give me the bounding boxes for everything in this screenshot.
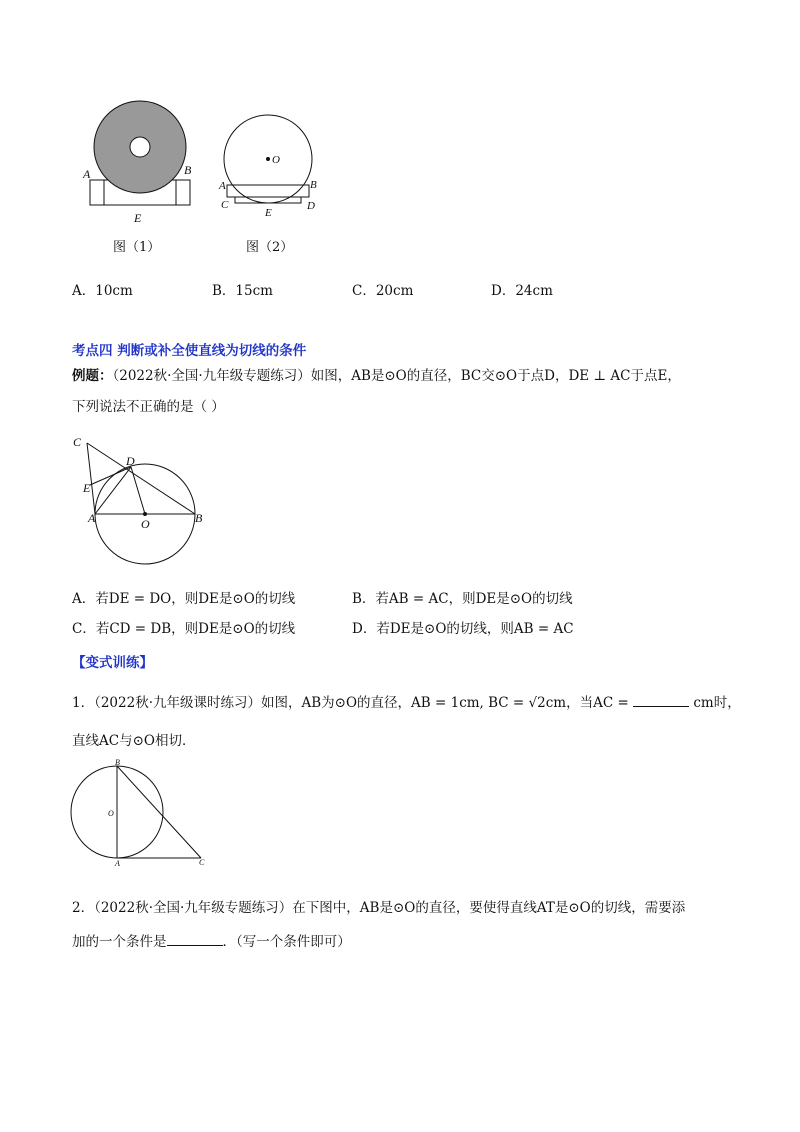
q1-line-2: 直线AC与⊙O相切． <box>72 733 196 749</box>
fig1-label-b: B <box>184 163 192 177</box>
q1-label-o: O <box>108 809 114 818</box>
fig2-label-b: B <box>310 179 317 191</box>
example-option-a: A．若DE = DO，则DE是⊙O的切线 <box>72 591 296 607</box>
fig2-label-a: A <box>219 180 226 192</box>
q2-answer-blank[interactable] <box>167 931 223 946</box>
fig2-label-d: D <box>307 200 315 212</box>
fig1-caption: 图（1） <box>113 240 161 255</box>
example-option-b: B．若AB = AC，则DE是⊙O的切线 <box>352 591 573 607</box>
q2-line-1: 2．（2022秋·全国·九年级专题练习）在下图中，AB是⊙O的直径，要使得直线AT是⊙O的切线，需要添 <box>72 900 686 916</box>
q1-label-b: B <box>115 758 120 767</box>
example-line-1 <box>72 366 681 386</box>
segment-de <box>90 467 131 485</box>
fig2-label-o: O <box>272 154 280 166</box>
fig1-label-e: E <box>134 211 142 225</box>
fig2-inner-block <box>235 197 301 203</box>
fig1-hole <box>130 137 150 157</box>
segment-do <box>131 467 145 514</box>
fig1-label-a: A <box>83 167 91 181</box>
example-label-o: O <box>141 517 150 531</box>
example-line-2: 下列说法不正确的是（ ） <box>72 399 225 415</box>
q1-segment-bc <box>117 766 201 858</box>
q1-label-c: C <box>199 858 205 867</box>
segment-ca <box>87 443 95 514</box>
example-center-dot <box>143 512 147 516</box>
q1-figure <box>70 757 215 867</box>
q1-text-a: 1．（2022秋·九年级课时练习）如图，AB为⊙O的直径，AB = 1cm, BC = √2cm，当AC = <box>72 695 629 711</box>
fig2-center-dot <box>266 157 270 161</box>
fig2-label-c: C <box>221 199 229 211</box>
fig2-label-e: E <box>265 207 272 219</box>
example-text: （2022秋·全国·九年级专题练习）如图，AB是⊙O的直径，BC交⊙O于点D，DE ⊥ AC于点E， <box>112 368 681 384</box>
fig2-caption: 图（2） <box>246 240 294 255</box>
example-label-e: E <box>83 481 91 495</box>
figure-1 <box>80 100 205 230</box>
q1-text-b: cm时， <box>693 695 741 711</box>
q1-answer-blank[interactable] <box>633 692 689 707</box>
prev-option-b: B．15cm <box>212 283 273 299</box>
example-label-a: A <box>88 511 96 525</box>
q1-line-1 <box>72 692 741 713</box>
q2-line-2 <box>72 931 351 952</box>
example-figure <box>70 430 215 565</box>
example-option-c: C．若CD = DB，则DE是⊙O的切线 <box>72 621 296 637</box>
fig2-block <box>227 185 309 197</box>
section-title: 考点四 判断或补全使直线为切线的条件 <box>72 343 307 359</box>
practice-title: 【变式训练】 <box>72 655 153 671</box>
example-label: 例题： <box>72 368 113 384</box>
example-label-d: D <box>126 454 135 468</box>
prev-option-c: C．20cm <box>352 283 414 299</box>
q2-text-a: 加的一个条件是 <box>72 934 167 950</box>
figure-2 <box>215 108 325 223</box>
example-label-c: C <box>73 435 82 449</box>
prev-option-d: D．24cm <box>491 283 553 299</box>
example-label-b: B <box>195 511 203 525</box>
q1-label-a: A <box>115 859 120 867</box>
example-option-d: D．若DE是⊙O的切线，则AB = AC <box>352 621 574 637</box>
prev-option-a: A．10cm <box>72 283 133 299</box>
q2-text-b: ．（写一个条件即可） <box>222 934 351 950</box>
